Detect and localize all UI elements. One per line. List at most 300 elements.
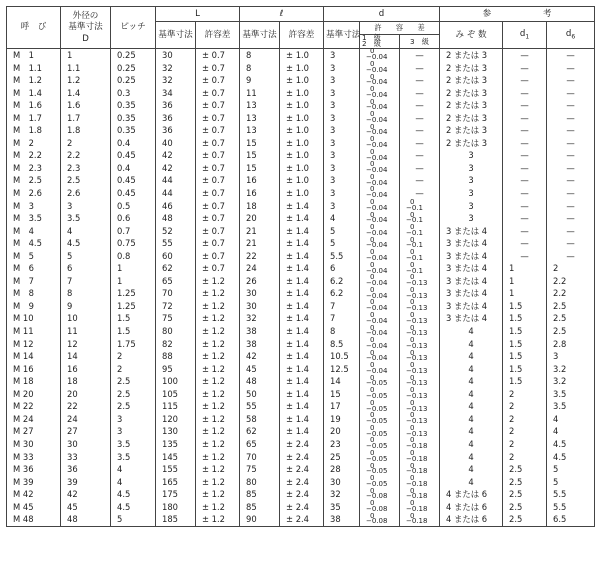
cell-d-grade3: — <box>400 137 440 150</box>
table-row <box>7 275 595 288</box>
cell-ell-basic: 75 <box>240 463 280 476</box>
cell-d-grade3-upper: 0 <box>410 499 415 508</box>
cell-pitch: 0.25 <box>111 48 156 61</box>
cell-ell-tolerance: ± 1.4 <box>280 363 324 376</box>
cell-d-grade12-upper: 0 <box>370 336 375 345</box>
cell-d-grade3-stack <box>406 250 423 261</box>
cell-d-grade3-upper: 0 <box>410 248 415 257</box>
spec-table-container <box>6 6 594 527</box>
cell-designation: M 27 <box>7 425 61 438</box>
cell-d6: — <box>547 187 595 200</box>
cell-d-basic: 25 <box>324 450 360 463</box>
cell-outer-diameter: 1.2 <box>61 74 111 87</box>
cell-d-grade12-lower: −0.04 <box>366 203 388 212</box>
cell-ell-basic: 22 <box>240 250 280 263</box>
table-row <box>7 513 595 526</box>
cell-d-grade12 <box>360 463 400 476</box>
cell-ell-basic: 38 <box>240 325 280 338</box>
header-grade-3: 3 級 <box>400 35 440 49</box>
table-row <box>7 187 595 200</box>
cell-d-grade12-lower: −0.04 <box>366 279 388 288</box>
cell-L-basic: 180 <box>156 501 196 514</box>
cell-d-grade12 <box>360 149 400 162</box>
cell-d-basic: 6.2 <box>324 275 360 288</box>
cell-d-grade3-lower: −0.1 <box>406 228 424 237</box>
cell-L-basic: 100 <box>156 375 196 388</box>
cell-pitch: 4.5 <box>111 488 156 501</box>
cell-d-grade12-lower: −0.04 <box>366 115 388 124</box>
cell-d-grade3-upper: 0 <box>410 273 415 282</box>
cell-ell-basic: 85 <box>240 488 280 501</box>
table-row <box>7 413 595 426</box>
cell-d1: 2 <box>503 413 547 426</box>
cell-d-grade3-upper: 0 <box>410 448 415 457</box>
cell-d-grade12-upper: 0 <box>370 448 375 457</box>
cell-d-grade3-lower: −0.18 <box>406 467 428 476</box>
cell-d-grade3-lower: −0.18 <box>406 479 428 488</box>
cell-d-grade3 <box>400 312 440 325</box>
cell-ell-tolerance: ± 1.4 <box>280 338 324 351</box>
cell-d-grade3 <box>400 363 440 376</box>
cell-L-basic: 95 <box>156 363 196 376</box>
cell-d-grade12-upper: 0 <box>370 373 375 382</box>
header-ell: ℓ <box>240 7 324 22</box>
cell-ell-basic: 30 <box>240 287 280 300</box>
cell-d-grade3: — <box>400 112 440 125</box>
cell-d6: 3.2 <box>547 375 595 388</box>
cell-designation: M 20 <box>7 388 61 401</box>
cell-d-grade12-stack <box>366 448 388 463</box>
cell-d-grade3-upper: 0 <box>410 210 415 219</box>
table-row <box>7 488 595 501</box>
header-threads: み ぞ 数 <box>440 22 503 49</box>
cell-d-grade3: — <box>400 162 440 175</box>
cell-d1: — <box>503 61 547 74</box>
cell-d-grade12-lower: −0.05 <box>366 442 388 451</box>
cell-d-grade3-lower: −0.13 <box>406 354 428 363</box>
cell-d-grade12-upper: 0 <box>370 198 375 207</box>
cell-threads: 2 または 3 <box>440 99 503 112</box>
cell-outer-diameter: 36 <box>61 463 111 476</box>
cell-d-grade3: — <box>400 187 440 200</box>
cell-designation: M 18 <box>7 375 61 388</box>
cell-d1: — <box>503 124 547 137</box>
cell-d6: 3 <box>547 350 595 363</box>
cell-L-tolerance: ± 1.2 <box>196 350 240 363</box>
cell-L-tolerance: ± 1.2 <box>196 388 240 401</box>
cell-d6: 5.5 <box>547 501 595 514</box>
cell-d-grade3 <box>400 300 440 313</box>
cell-outer-diameter: 30 <box>61 438 111 451</box>
cell-d-basic: 3 <box>324 112 360 125</box>
header-d: d <box>324 7 440 22</box>
cell-pitch: 3.5 <box>111 438 156 451</box>
cell-pitch: 1 <box>111 275 156 288</box>
cell-L-basic: 44 <box>156 187 196 200</box>
cell-d-grade12-upper: 0 <box>370 122 375 131</box>
cell-d1: — <box>503 99 547 112</box>
cell-L-basic: 52 <box>156 225 196 238</box>
cell-L-basic: 55 <box>156 237 196 250</box>
cell-d-grade3-lower: −0.13 <box>406 366 428 375</box>
cell-outer-diameter: 1.8 <box>61 124 111 137</box>
cell-d6: — <box>547 174 595 187</box>
cell-d1: 2 <box>503 450 547 463</box>
cell-d-grade12 <box>360 338 400 351</box>
table-row <box>7 225 595 238</box>
cell-L-basic: 145 <box>156 450 196 463</box>
cell-L-tolerance: ± 0.7 <box>196 237 240 250</box>
table-row <box>7 400 595 413</box>
cell-d-grade3-lower: −0.13 <box>406 417 428 426</box>
cell-d-grade12 <box>360 237 400 250</box>
cell-d-grade12-upper: 0 <box>370 72 375 81</box>
cell-L-basic: 175 <box>156 488 196 501</box>
cell-d-grade3-upper: 0 <box>410 260 415 269</box>
cell-d-basic: 3 <box>324 187 360 200</box>
cell-pitch: 0.25 <box>111 74 156 87</box>
cell-d-grade12-upper: 0 <box>370 97 375 106</box>
cell-d6: 3.5 <box>547 400 595 413</box>
cell-d-grade3-lower: −0.13 <box>406 304 428 313</box>
cell-d-grade12-stack <box>366 225 387 236</box>
cell-d1: 1.5 <box>503 300 547 313</box>
cell-ell-tolerance: ± 1.0 <box>280 137 324 150</box>
cell-pitch: 0.7 <box>111 225 156 238</box>
cell-ell-basic: 30 <box>240 300 280 313</box>
cell-L-basic: 82 <box>156 338 196 351</box>
cell-outer-diameter: 2.6 <box>61 187 111 200</box>
cell-designation: M 33 <box>7 450 61 463</box>
cell-outer-diameter: 5 <box>61 250 111 263</box>
cell-ell-basic: 13 <box>240 124 280 137</box>
cell-designation: M 39 <box>7 476 61 489</box>
cell-d-grade12 <box>360 262 400 275</box>
cell-d-grade3-upper: 0 <box>410 474 415 483</box>
cell-ell-basic: 13 <box>240 112 280 125</box>
cell-d1: — <box>503 237 547 250</box>
cell-L-basic: 32 <box>156 74 196 87</box>
cell-d-grade3-lower: −0.18 <box>406 454 428 463</box>
cell-designation: M 2.2 <box>7 149 61 162</box>
cell-ell-basic: 15 <box>240 162 280 175</box>
cell-d6: 2.8 <box>547 338 595 351</box>
cell-d-grade12 <box>360 137 400 150</box>
cell-designation: M 1 <box>7 48 61 61</box>
cell-designation: M 1.4 <box>7 87 61 100</box>
cell-d6: 3.2 <box>547 363 595 376</box>
cell-d-grade12 <box>360 212 400 225</box>
cell-d-basic: 28 <box>324 463 360 476</box>
cell-L-tolerance: ± 0.7 <box>196 137 240 150</box>
cell-ell-basic: 8 <box>240 48 280 61</box>
cell-d-grade3-upper: 0 <box>410 323 415 332</box>
cell-d-grade3-lower: −0.18 <box>406 504 428 513</box>
cell-d-grade12-lower: −0.04 <box>366 341 388 350</box>
cell-d-grade3 <box>400 212 440 225</box>
cell-d-grade12 <box>360 413 400 426</box>
cell-d-grade3-upper: 0 <box>410 461 415 470</box>
cell-d-grade12 <box>360 388 400 401</box>
cell-d6: 6.5 <box>547 513 595 526</box>
cell-ell-basic: 15 <box>240 137 280 150</box>
cell-d-grade12 <box>360 325 400 338</box>
cell-L-tolerance: ± 0.7 <box>196 61 240 74</box>
cell-d-grade3: — <box>400 48 440 61</box>
table-row <box>7 300 595 313</box>
cell-outer-diameter: 4.5 <box>61 237 111 250</box>
cell-ell-tolerance: ± 1.4 <box>280 287 324 300</box>
cell-d-grade3 <box>400 200 440 213</box>
cell-pitch: 1.75 <box>111 338 156 351</box>
cell-designation: M 42 <box>7 488 61 501</box>
header-L-tolerance: 許容差 <box>196 22 240 49</box>
cell-L-basic: 88 <box>156 350 196 363</box>
cell-d-grade3-upper: 0 <box>410 223 415 232</box>
cell-d6: — <box>547 48 595 61</box>
cell-outer-diameter: 33 <box>61 450 111 463</box>
cell-threads: 4 <box>440 425 503 438</box>
cell-L-tolerance: ± 0.7 <box>196 174 240 187</box>
cell-d-grade12 <box>360 174 400 187</box>
cell-d1: — <box>503 250 547 263</box>
cell-ell-tolerance: ± 1.0 <box>280 112 324 125</box>
cell-pitch: 0.4 <box>111 137 156 150</box>
cell-d-basic: 7 <box>324 312 360 325</box>
cell-d1: 2.5 <box>503 476 547 489</box>
cell-d1: — <box>503 200 547 213</box>
cell-d-grade3: — <box>400 124 440 137</box>
cell-pitch: 3 <box>111 425 156 438</box>
cell-designation: M 36 <box>7 463 61 476</box>
cell-ell-tolerance: ± 2.4 <box>280 450 324 463</box>
cell-L-tolerance: ± 0.7 <box>196 162 240 175</box>
cell-ell-basic: 58 <box>240 413 280 426</box>
cell-designation: M 11 <box>7 325 61 338</box>
cell-d-grade3-upper: 0 <box>410 235 415 244</box>
cell-ell-tolerance: ± 1.4 <box>280 425 324 438</box>
cell-d1: — <box>503 225 547 238</box>
cell-d-grade12-upper: 0 <box>370 85 375 94</box>
cell-d-grade12 <box>360 74 400 87</box>
cell-d-grade3 <box>400 225 440 238</box>
cell-d-grade12 <box>360 450 400 463</box>
cell-d-grade12 <box>360 501 400 514</box>
cell-d-grade3 <box>400 450 440 463</box>
cell-ell-basic: 90 <box>240 513 280 526</box>
cell-d-basic: 5.5 <box>324 250 360 263</box>
cell-ell-basic: 70 <box>240 450 280 463</box>
cell-ell-tolerance: ± 1.4 <box>280 200 324 213</box>
cell-d-grade12-stack <box>366 511 388 526</box>
cell-d-grade12 <box>360 476 400 489</box>
cell-L-tolerance: ± 0.7 <box>196 225 240 238</box>
cell-outer-diameter: 6 <box>61 262 111 275</box>
cell-d-grade12-upper: 0 <box>370 285 375 294</box>
cell-d-grade12-lower: −0.04 <box>366 141 388 150</box>
cell-d1: 2 <box>503 438 547 451</box>
cell-threads: 3 または 4 <box>440 300 503 313</box>
cell-outer-diameter: 18 <box>61 375 111 388</box>
cell-L-tolerance: ± 1.2 <box>196 413 240 426</box>
cell-d-basic: 6.2 <box>324 287 360 300</box>
cell-d-grade12-stack <box>366 338 387 349</box>
cell-threads: 3 <box>440 174 503 187</box>
cell-d-basic: 19 <box>324 413 360 426</box>
cell-d-grade12-upper: 0 <box>370 110 375 119</box>
cell-d-grade12 <box>360 312 400 325</box>
cell-ell-tolerance: ± 1.0 <box>280 99 324 112</box>
cell-d6: 2.5 <box>547 312 595 325</box>
cell-d-grade12-lower: −0.05 <box>366 391 388 400</box>
cell-d-grade3 <box>400 463 440 476</box>
cell-d1: 1 <box>503 287 547 300</box>
cell-d-grade12-stack <box>366 62 387 73</box>
cell-L-basic: 65 <box>156 275 196 288</box>
cell-designation: M 2.6 <box>7 187 61 200</box>
cell-L-basic: 60 <box>156 250 196 263</box>
cell-d-grade12 <box>360 250 400 263</box>
header-grade-1-2 <box>360 35 400 49</box>
cell-L-basic: 36 <box>156 99 196 112</box>
cell-L-tolerance: ± 0.7 <box>196 187 240 200</box>
cell-d-grade3 <box>400 413 440 426</box>
header-grade2: 2 級 <box>362 39 381 49</box>
cell-d-grade12-upper: 0 <box>370 461 375 470</box>
cell-ell-basic: 15 <box>240 149 280 162</box>
cell-ell-basic: 55 <box>240 400 280 413</box>
cell-d-grade12-lower: −0.04 <box>366 178 388 187</box>
table-row <box>7 438 595 451</box>
cell-d-grade12-lower: −0.04 <box>366 291 388 300</box>
cell-pitch: 5 <box>111 513 156 526</box>
cell-d-grade12-upper: 0 <box>370 411 375 420</box>
table-row <box>7 149 595 162</box>
cell-d-grade12-lower: −0.05 <box>366 429 388 438</box>
cell-L-tolerance: ± 0.7 <box>196 99 240 112</box>
cell-d-basic: 3 <box>324 124 360 137</box>
cell-d1: — <box>503 212 547 225</box>
cell-ell-tolerance: ± 1.4 <box>280 413 324 426</box>
cell-ell-tolerance: ± 1.4 <box>280 237 324 250</box>
cell-d6: 4.5 <box>547 450 595 463</box>
cell-d-grade12-lower: −0.04 <box>366 316 388 325</box>
cell-d-grade12-lower: −0.04 <box>366 65 388 74</box>
cell-d1: 2.5 <box>503 488 547 501</box>
header-d-tolerance: 許 容 差 <box>360 22 440 35</box>
cell-d-grade3: — <box>400 87 440 100</box>
table-row <box>7 124 595 137</box>
cell-d-grade3-upper: 0 <box>410 373 415 382</box>
cell-d1: — <box>503 112 547 125</box>
cell-ell-tolerance: ± 1.0 <box>280 187 324 200</box>
cell-d-grade12-lower: −0.04 <box>366 53 388 62</box>
cell-L-basic: 75 <box>156 312 196 325</box>
cell-threads: 4 <box>440 476 503 489</box>
cell-d-grade12-upper: 0 <box>370 47 375 56</box>
cell-d-grade12-lower: −0.05 <box>366 467 388 476</box>
cell-d-grade3-stack <box>406 363 427 374</box>
table-body <box>7 48 595 526</box>
cell-d-grade12-upper: 0 <box>370 135 375 144</box>
cell-d-grade12 <box>360 99 400 112</box>
cell-d6: — <box>547 74 595 87</box>
cell-threads: 3 <box>440 200 503 213</box>
cell-d-grade12 <box>360 112 400 125</box>
cell-outer-diameter: 2 <box>61 137 111 150</box>
table-row <box>7 375 595 388</box>
cell-designation: M 3.5 <box>7 212 61 225</box>
cell-designation: M 4.5 <box>7 237 61 250</box>
cell-ell-tolerance: ± 1.4 <box>280 312 324 325</box>
cell-threads: 4 または 6 <box>440 501 503 514</box>
cell-d-basic: 3 <box>324 137 360 150</box>
cell-designation: M 24 <box>7 413 61 426</box>
cell-L-tolerance: ± 0.7 <box>196 74 240 87</box>
cell-d-grade12 <box>360 187 400 200</box>
cell-d-basic: 10.5 <box>324 350 360 363</box>
cell-L-tolerance: ± 1.2 <box>196 488 240 501</box>
cell-ell-tolerance: ± 1.4 <box>280 388 324 401</box>
cell-d-grade12-upper: 0 <box>370 210 375 219</box>
cell-L-basic: 46 <box>156 200 196 213</box>
cell-threads: 3 または 4 <box>440 287 503 300</box>
cell-pitch: 1.5 <box>111 325 156 338</box>
cell-L-tolerance: ± 1.2 <box>196 287 240 300</box>
cell-L-tolerance: ± 0.7 <box>196 48 240 61</box>
cell-pitch: 2.5 <box>111 400 156 413</box>
cell-d-grade3 <box>400 275 440 288</box>
cell-ell-basic: 80 <box>240 476 280 489</box>
cell-d-grade3 <box>400 338 440 351</box>
cell-threads: 4 <box>440 338 503 351</box>
cell-ell-basic: 21 <box>240 225 280 238</box>
cell-d-grade12 <box>360 300 400 313</box>
cell-threads: 2 または 3 <box>440 112 503 125</box>
cell-d6: 2.2 <box>547 287 595 300</box>
cell-d-basic: 14 <box>324 375 360 388</box>
cell-threads: 4 <box>440 450 503 463</box>
cell-d-grade3-stack <box>406 511 428 526</box>
header-L: L <box>156 7 240 22</box>
cell-ell-tolerance: ± 1.4 <box>280 325 324 338</box>
cell-L-tolerance: ± 1.2 <box>196 363 240 376</box>
cell-d6: — <box>547 162 595 175</box>
cell-L-basic: 42 <box>156 162 196 175</box>
cell-pitch: 0.75 <box>111 237 156 250</box>
table-row <box>7 501 595 514</box>
cell-outer-diameter: 2.3 <box>61 162 111 175</box>
cell-d-grade12-lower: −0.04 <box>366 128 388 137</box>
cell-ell-basic: 9 <box>240 74 280 87</box>
table-row <box>7 450 595 463</box>
cell-ell-tolerance: ± 1.0 <box>280 87 324 100</box>
cell-threads: 2 または 3 <box>440 137 503 150</box>
cell-pitch: 0.45 <box>111 149 156 162</box>
cell-d-grade12-lower: −0.04 <box>366 90 388 99</box>
cell-d-grade12-upper: 0 <box>370 348 375 357</box>
cell-L-basic: 40 <box>156 137 196 150</box>
cell-designation: M 48 <box>7 513 61 526</box>
cell-d-grade12-lower: −0.05 <box>366 479 388 488</box>
cell-d-grade3-stack <box>406 476 427 487</box>
cell-d-grade12 <box>360 61 400 74</box>
cell-d-grade12-lower: −0.08 <box>366 504 388 513</box>
cell-d-grade3-stack <box>406 210 424 225</box>
cell-d1: — <box>503 187 547 200</box>
cell-d1: 2.5 <box>503 463 547 476</box>
cell-designation: M 8 <box>7 287 61 300</box>
